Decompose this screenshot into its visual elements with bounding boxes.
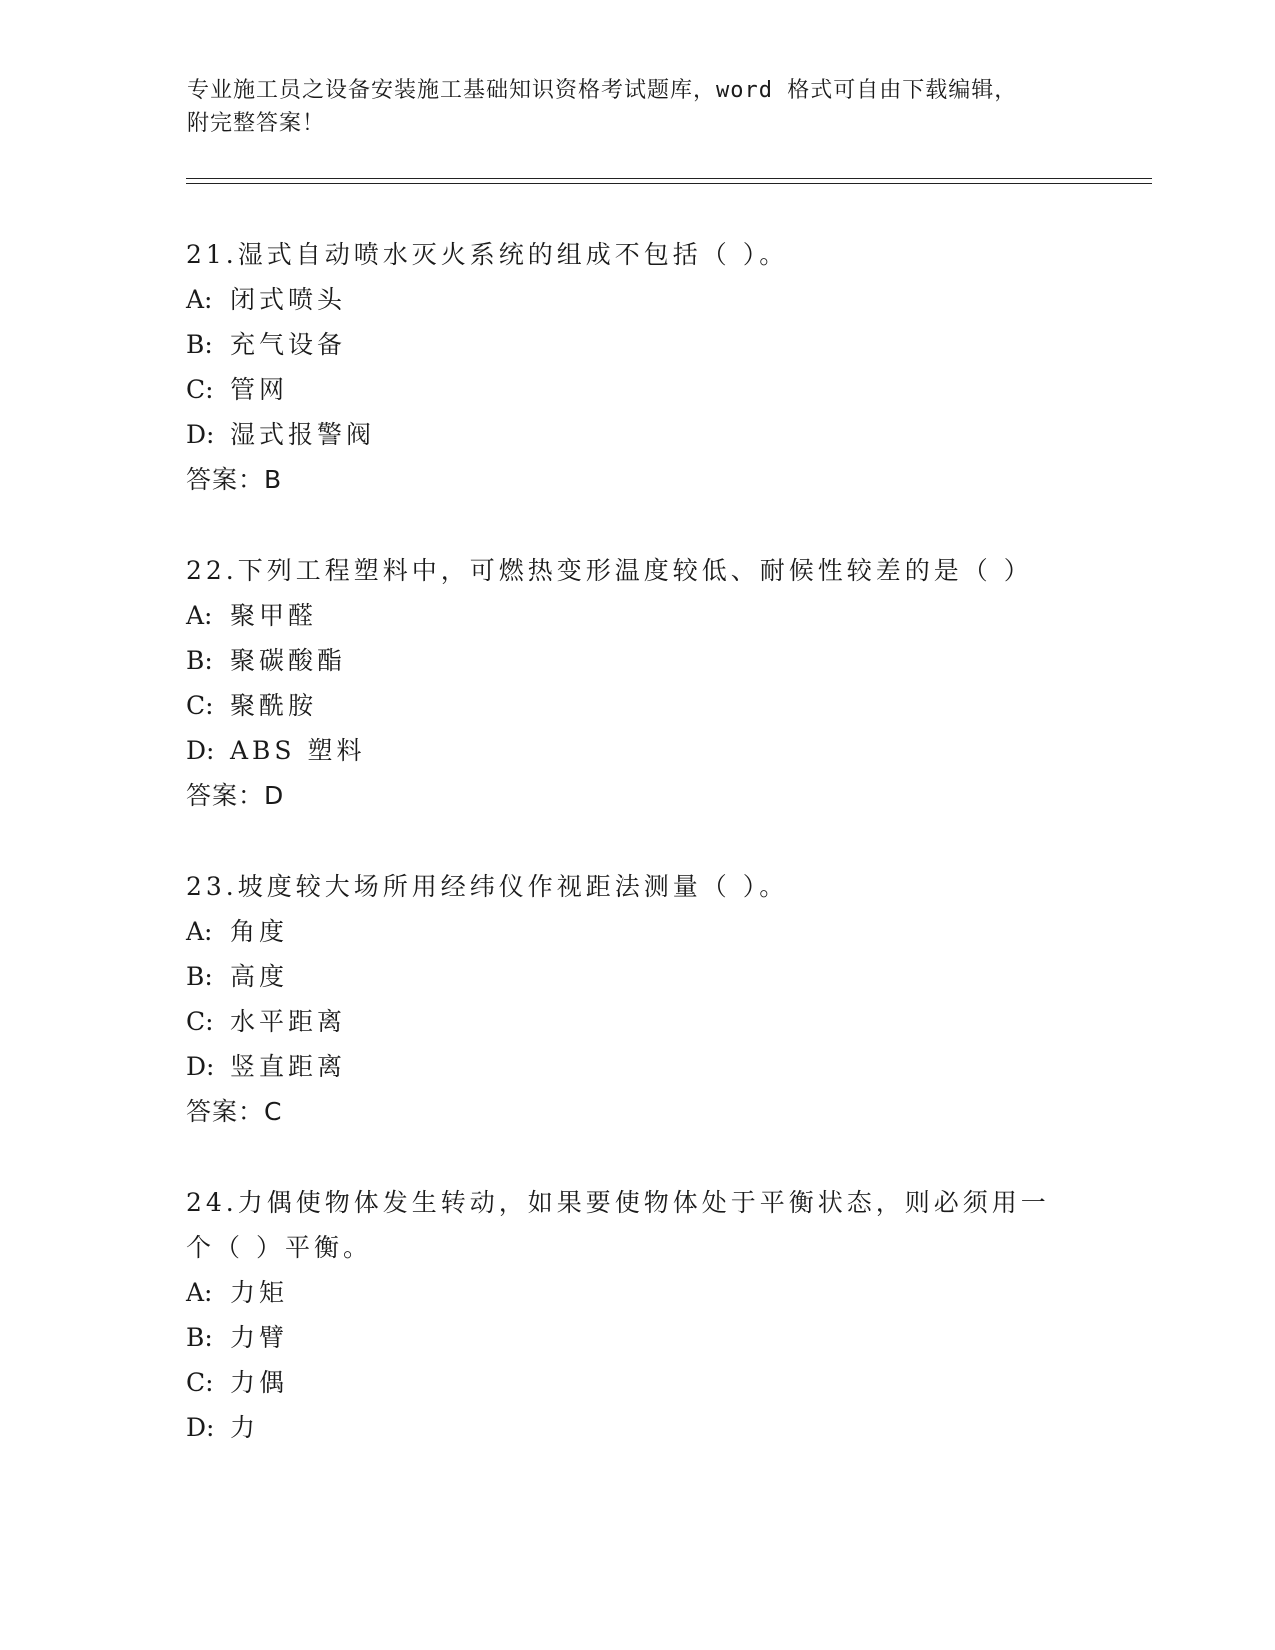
question-24 bbox=[186, 1180, 1066, 1450]
header-line-2: 附完整答案！ bbox=[187, 111, 326, 136]
option-letter: D: bbox=[186, 736, 215, 765]
option-c bbox=[186, 367, 1086, 412]
option-text: ABS 塑料 bbox=[230, 736, 366, 765]
option-c bbox=[186, 999, 1086, 1044]
option-text: 聚碳酸酯 bbox=[230, 646, 347, 675]
option-text: 聚甲醛 bbox=[230, 601, 318, 630]
header-divider-bottom bbox=[186, 183, 1152, 184]
option-b bbox=[186, 1315, 1066, 1360]
option-letter: B: bbox=[186, 330, 213, 359]
option-letter: C: bbox=[186, 1368, 214, 1397]
option-b bbox=[186, 638, 1086, 683]
header-line-1: 专业施工员之设备安装施工基础知识资格考试题库，word 格式可自由下载编辑， bbox=[187, 78, 1018, 103]
question-stem: 21.湿式自动喷水灭火系统的组成不包括（ ）。 bbox=[186, 240, 789, 269]
question-stem: 24.力偶使物体发生转动，如果要使物体处于平衡状态，则必须用一个（ ）平衡。 bbox=[186, 1188, 1050, 1262]
question-21 bbox=[186, 232, 1086, 502]
option-letter: C: bbox=[186, 1007, 214, 1036]
option-text: 力臂 bbox=[230, 1323, 289, 1352]
option-letter: A: bbox=[186, 917, 213, 946]
question-22 bbox=[186, 548, 1086, 818]
option-text: 充气设备 bbox=[230, 330, 347, 359]
question-23 bbox=[186, 864, 1086, 1134]
option-d bbox=[186, 1405, 1066, 1450]
option-text: 水平距离 bbox=[230, 1007, 347, 1036]
option-letter: B: bbox=[186, 1323, 213, 1352]
option-b bbox=[186, 322, 1086, 367]
option-text: 力 bbox=[230, 1413, 260, 1442]
option-letter: D: bbox=[186, 1413, 215, 1442]
option-letter: A: bbox=[186, 601, 213, 630]
option-a bbox=[186, 1270, 1066, 1315]
option-a bbox=[186, 593, 1086, 638]
answer-line: 答案：C bbox=[186, 1097, 283, 1126]
option-d bbox=[186, 412, 1086, 457]
option-letter: B: bbox=[186, 646, 213, 675]
document-header bbox=[187, 74, 1087, 140]
option-letter: A: bbox=[186, 285, 213, 314]
option-letter: C: bbox=[186, 375, 214, 404]
option-text: 管网 bbox=[230, 375, 289, 404]
option-b bbox=[186, 954, 1086, 999]
option-d bbox=[186, 728, 1086, 773]
option-letter: B: bbox=[186, 962, 213, 991]
option-letter: C: bbox=[186, 691, 214, 720]
option-text: 聚酰胺 bbox=[230, 691, 318, 720]
option-a bbox=[186, 909, 1086, 954]
option-text: 力矩 bbox=[230, 1278, 289, 1307]
option-text: 闭式喷头 bbox=[230, 285, 347, 314]
question-stem: 23.坡度较大场所用经纬仪作视距法测量（ ）。 bbox=[186, 872, 789, 901]
option-text: 角度 bbox=[230, 917, 289, 946]
answer-line: 答案：D bbox=[186, 781, 285, 810]
option-text: 湿式报警阀 bbox=[230, 420, 376, 449]
option-a bbox=[186, 277, 1086, 322]
answer-line: 答案：B bbox=[186, 465, 283, 494]
option-letter: A: bbox=[186, 1278, 213, 1307]
option-text: 高度 bbox=[230, 962, 289, 991]
option-c bbox=[186, 1360, 1066, 1405]
header-divider-top bbox=[186, 178, 1152, 179]
option-letter: D: bbox=[186, 1052, 215, 1081]
question-stem: 22.下列工程塑料中，可燃热变形温度较低、耐候性较差的是（ ） bbox=[186, 556, 1033, 585]
option-d bbox=[186, 1044, 1086, 1089]
option-text: 竖直距离 bbox=[230, 1052, 347, 1081]
option-text: 力偶 bbox=[230, 1368, 289, 1397]
option-letter: D: bbox=[186, 420, 215, 449]
option-c bbox=[186, 683, 1086, 728]
